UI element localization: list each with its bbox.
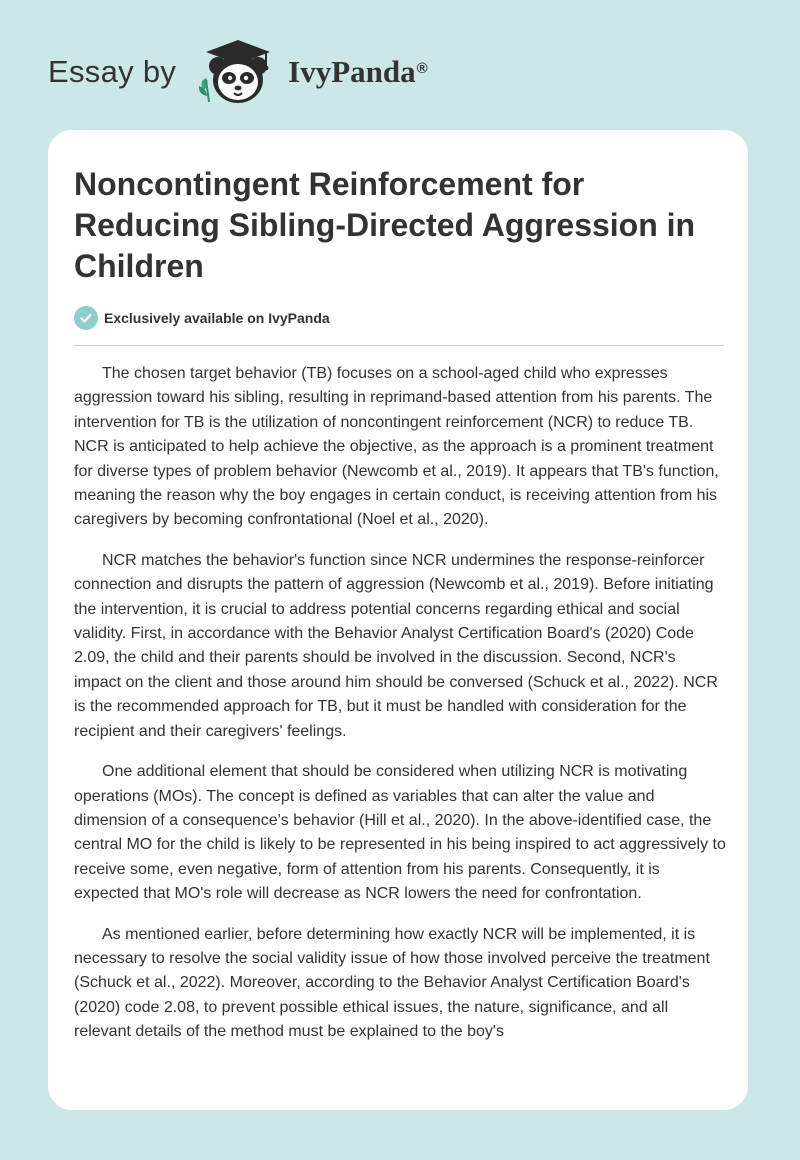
brand-prefix: Essay by (48, 54, 177, 89)
paragraph: One additional element that should be considered when utilizing NCR is motivating operations (MOs). The concept is defined as variables that can alter the value and dimension of a consequence's behavior (Hill et al., 2020). In the above-identified case, the central MO for the child is likely to be represented in his being inspired to act aggressively to receive some, even negative, form of attention from his parents. Consequently, it is expected that MO's role will decrease as NCR lowers the need for confrontation. (74, 763, 726, 903)
panda-logo-icon (194, 36, 282, 108)
paragraph: The chosen target behavior (TB) focuses on a school-aged child who expresses aggression toward his sibling, resulting in reprimand-based attention from his parents. The intervention for TB is the utilization of noncontingent reinforcement (NCR) to reduce TB. NCR is anticipated to help achieve the objective, as the approach is a prominent treatment for diverse types of problem behavior (Newcomb et al., 2019). It appears that TB's function, meaning the reason why the boy engages in certain conduct, is receiving attention from his caregivers by becoming confrontational (Noel et al., 2020). (74, 365, 719, 529)
essay-title: Noncontingent Reinforcement for Reducing Sibling-Directed Aggression in Children (74, 166, 696, 284)
paragraph: As mentioned earlier, before determining how exactly NCR will be implemented, it is necessary to resolve the social validity issue of how those involved perceive the treatment (Schuck et al., 2022). Moreover, according to the Behavior Analyst Certification Board's (2020) code 2.08, to prevent possible ethical issues, the nature, significance, and all relevant details of the method must be explained to the boy's (74, 925, 710, 1041)
essay-card (48, 130, 748, 1110)
paragraph: NCR matches the behavior's function since NCR undermines the response-reinforcer connection and disrupts the pattern of aggression (Newcomb et al., 2019). Before initiating the intervention, it is crucial to address potential concerns regarding ethical and social validity. First, in accordance with the Behavior Analyst Certification Board's (2020) Code 2.09, the child and their parents should be involved in the discussion. Second, NCR's impact on the client and those around him should be conversed (Schuck et al., 2022). NCR is the recommended approach for TB, but it must be handled with consideration for the recipient and their caregivers' feelings. (74, 551, 718, 740)
exclusive-badge (74, 306, 330, 330)
essay-body (74, 362, 726, 1061)
check-circle-icon (74, 306, 98, 330)
exclusive-label: Exclusively available on IvyPanda (104, 310, 330, 326)
divider (74, 345, 724, 346)
brand-name: IvyPanda (288, 54, 416, 89)
site-header (48, 36, 428, 108)
registered-mark: ® (416, 59, 428, 77)
